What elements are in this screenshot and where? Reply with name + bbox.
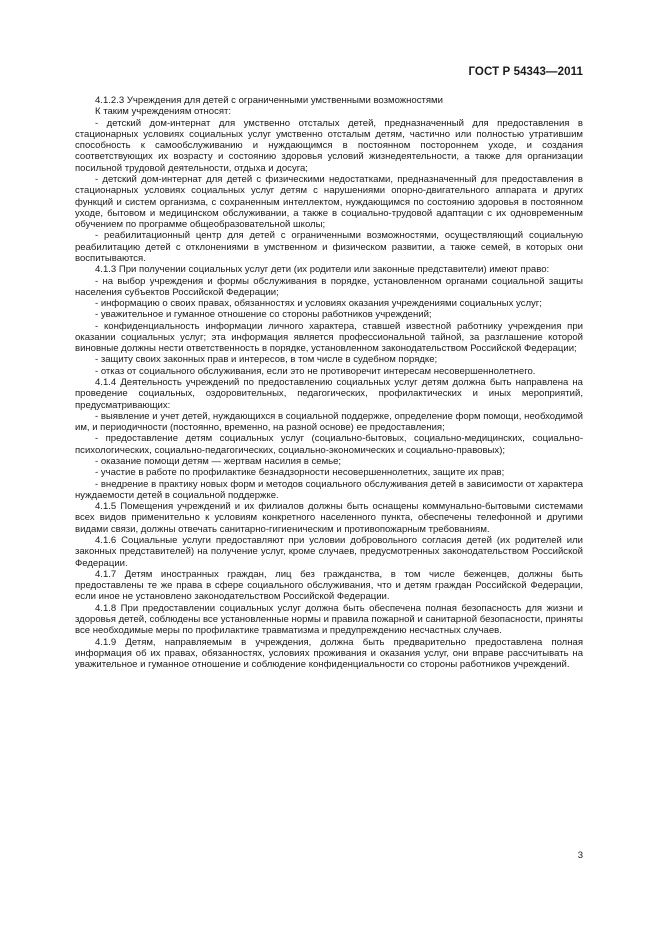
paragraph: 4.1.3 При получении социальных услуг дети (их родители или законные представители) имеют право: [95, 264, 550, 276]
paragraph: - участие в работе по профилактике безнадзорности несовершеннолетних, защите их прав; [95, 467, 505, 479]
paragraph: - защиту своих законных прав и интересов, в том числе в судебном порядке; [95, 354, 438, 366]
paragraph: К таким учреждениям относят: [95, 106, 232, 118]
paragraph: 4.1.2.3 Учреждения для детей с ограниченными умственными возможностями [95, 95, 443, 106]
paragraph: - предоставление детям социальных услуг (социально-бытовых, социально-медицинских, социально-психологических, социально-педагогических, социально-экономических и социально-правовых); [75, 433, 583, 456]
paragraph: - уважительное и гуманное отношение со стороны работников учреждений; [95, 309, 432, 321]
paragraph: 4.1.5 Помещения учреждений и их филиалов должны быть оснащены коммунально-бытовыми системами всех видов применительно к условиям конкретного населенного пункта, обеспечены телефонной и другими видами связи, должны отвечать санитарно-гигиеническим и противопожарным требованиям. [75, 501, 583, 535]
paragraph: 4.1.4 Деятельность учреждений по предоставлению социальных услуг детям должна быть направлена на проведение социальных, оздоровительных, педагогических, профилактических и иных мероприятий, предусматривающих: [75, 377, 583, 411]
document-header: ГОСТ Р 54343—2011 [468, 66, 583, 78]
paragraph: 4.1.8 При предоставлении социальных услуг должна быть обеспечена полная безопасность для жизни и здоровья детей, соблюдены все установленные нормы и правила пожарной и санитарной безопасности, приняты все необходимые меры по профилактике травматизма и предупреждению несчастных случаев. [75, 602, 583, 637]
paragraph: - информацию о своих правах, обязанностях и условиях оказания учреждениями социальных услуг; [95, 298, 542, 310]
paragraph: - выявление и учет детей, нуждающихся в социальной поддержке, определение форм помощи, необходимой им, и периодичности (постоянно, временно, на разной основе) ее предоставления; [75, 410, 583, 434]
paragraph: 4.1.6 Социальные услуги предоставляют при условии добровольного согласия детей (их родителей или законных представителей) на получение услуг, кроме случаев, предусмотренных законодательством Российской Федерации. [75, 534, 583, 569]
paragraph: - отказ от социального обслуживания, если это не противоречит интересам несовершеннолетнего. [95, 365, 536, 377]
document-body [75, 95, 583, 670]
paragraph: - оказание помощи детям — жертвам насилия в семье; [95, 456, 342, 467]
paragraph: 4.1.7 Детям иностранных граждан, лиц без гражданства, в том числе беженцев, должны быть предоставлены те же права в сфере социального обслуживания, что и детям граждан Российской Федерации, если иное не установлено законодательством Российской Федерации. [75, 568, 583, 603]
paragraph: 4.1.9 Детям, направляемым в учреждения, должна быть предварительно предоставлена полная информация об их правах, обязанностях, условиях проживания и оказания услуг, они вправе рассчитывать на уважительное и гуманное отношение и соблюдение конфиденциальности со стороны работников учреждений. [75, 636, 583, 671]
paragraph: - детский дом-интернат для умственно отсталых детей, предназначенный для предоставления в стационарных условиях социальных услуг умственно отсталым детям, частично или полностью утратившим способность к самообслуживанию и нуждающимся в постоянном постороннем уходе, и создания соответствующих их возрасту и состоянию здоровья условий жизнедеятельности, а также для организации посильной трудовой деятельности, отдыха и досуга; [75, 117, 583, 174]
page-number: 3 [577, 850, 583, 861]
paragraph: - реабилитационный центр для детей с ограниченными возможностями, осуществляющий социальную реабилитацию детей с отклонениями в умственном и физическом развитии, а также семей, в которых они воспитываются. [75, 230, 583, 264]
paragraph: - на выбор учреждения и формы обслуживания в порядке, установленном органами социальной защиты населения субъектов Российской Федерации; [75, 275, 583, 298]
paragraph: - конфиденциальность информации личного характера, ставшей известной работнику учреждения при оказании социальных услуг; эта информация является профессиональной тайной, за разглашение которой виновные должны нести ответственность в порядке, установленном законодательством Российской Федерации; [75, 320, 583, 355]
paragraph: - внедрение в практику новых форм и методов социального обслуживания детей в зависимости от характера нуждаемости детей в социальной поддержке. [75, 478, 583, 501]
paragraph: - детский дом-интернат для детей с физическими недостатками, предназначенный для предоставления в стационарных условиях социальных услуг детям с нарушениями опорно-двигательного аппарата и других функций и систем организма, с сохраненным интеллектом, нуждающимся по состоянию здоровья в постоянном уходе, бытовом и медицинском обслуживании, а также в социально-трудовой адаптации с их одновременным обучением по программе общеобразовательной школы; [75, 173, 583, 231]
